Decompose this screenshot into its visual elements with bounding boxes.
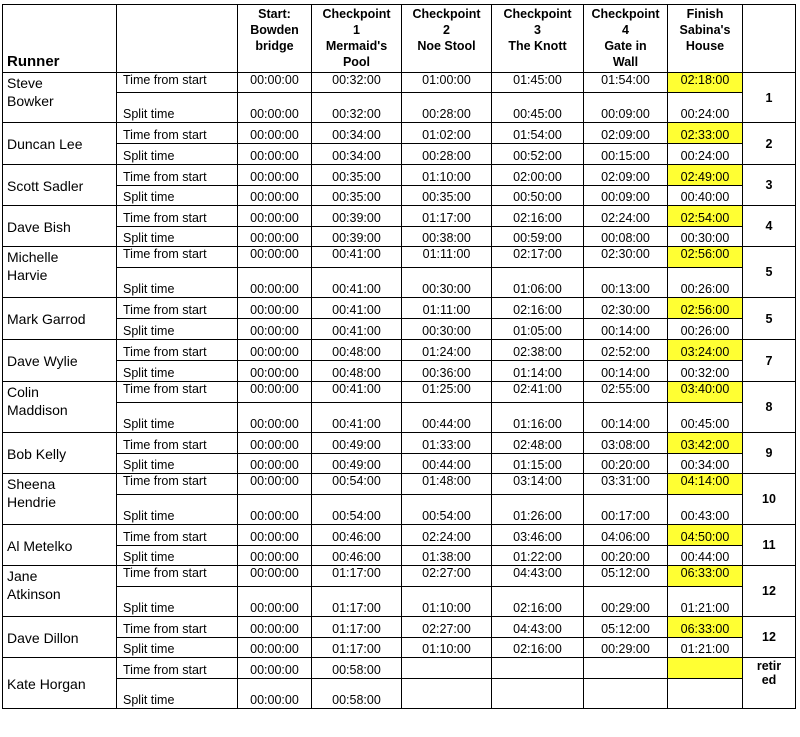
runner-row-time-from-start [3,73,796,93]
checkpoint-2-split-time-cell: 01:10:00 [402,587,492,617]
start-split-time-cell: 00:00:00 [238,546,312,566]
split-time-label: Split time [117,638,238,658]
runner-name: Colin Maddison [3,382,117,433]
checkpoint-3-time-from-start-cell: 03:14:00 [492,474,584,495]
checkpoint-3-time-from-start-cell: 02:48:00 [492,433,584,454]
checkpoint-4-time-from-start-cell: 02:09:00 [584,123,668,144]
time-from-start-label: Time from start [117,566,238,587]
finish-split-time-cell: 00:34:00 [668,454,743,474]
runner-row-split-time [3,403,796,433]
checkpoint-4-split-time-cell: 00:17:00 [584,495,668,525]
start-time-from-start-cell: 00:00:00 [238,474,312,495]
runner-row-time-from-start [3,340,796,361]
runner-row-time-from-start [3,123,796,144]
finish-position: 11 [743,525,796,566]
finish-position: retir ed [743,658,796,709]
checkpoint-4-split-time-cell: 00:20:00 [584,546,668,566]
finish-position: 7 [743,340,796,382]
runner-name: Dave Wylie [3,340,117,382]
runner-row-time-from-start [3,658,796,679]
checkpoint-1-time-from-start-cell: 00:35:00 [312,165,402,186]
checkpoint-1-time-from-start-cell: 00:34:00 [312,123,402,144]
checkpoint-4-split-time-cell: 00:14:00 [584,319,668,340]
runner-row-split-time [3,495,796,525]
checkpoint-1-split-time-cell: 00:48:00 [312,361,402,382]
checkpoint-1-time-from-start-cell: 00:41:00 [312,382,402,403]
split-time-label: Split time [117,495,238,525]
checkpoint-3-split-time-cell: 00:50:00 [492,186,584,206]
runner-row-time-from-start [3,206,796,227]
checkpoint-2-split-time-cell: 00:44:00 [402,454,492,474]
runner-row-time-from-start [3,474,796,495]
checkpoint-4-time-from-start-cell: 02:09:00 [584,165,668,186]
runner-row-split-time [3,186,796,206]
checkpoint-2-time-from-start-cell: 01:11:00 [402,247,492,268]
checkpoint-2-time-from-start-cell: 01:17:00 [402,206,492,227]
checkpoint-4-time-from-start-cell: 03:08:00 [584,433,668,454]
split-time-label: Split time [117,454,238,474]
start-time-from-start-cell: 00:00:00 [238,658,312,679]
checkpoint-2-time-from-start-cell: 01:11:00 [402,298,492,319]
checkpoint-2-split-time-cell: 00:38:00 [402,227,492,247]
time-from-start-label: Time from start [117,123,238,144]
checkpoint-1-time-from-start-cell: 00:32:00 [312,73,402,93]
start-time-from-start-cell: 00:00:00 [238,382,312,403]
runner-name: Dave Dillon [3,617,117,658]
checkpoint-3-time-from-start-cell: 04:43:00 [492,617,584,638]
checkpoint-3-split-time-cell: 01:16:00 [492,403,584,433]
checkpoint-1-split-time-cell: 00:41:00 [312,403,402,433]
race-results-table [2,4,796,709]
split-time-label: Split time [117,679,238,709]
checkpoint-2-split-time-cell: 00:28:00 [402,93,492,123]
finish-split-time-cell: 00:26:00 [668,268,743,298]
finish-time-from-start-cell: 03:42:00 [668,433,743,454]
checkpoint-1-time-from-start-cell: 00:54:00 [312,474,402,495]
finish-split-time-cell: 01:21:00 [668,587,743,617]
start-time-from-start-cell: 00:00:00 [238,617,312,638]
finish-position: 12 [743,566,796,617]
checkpoint-2-time-from-start-cell: 02:27:00 [402,566,492,587]
runner-row-time-from-start [3,382,796,403]
runner-name: Bob Kelly [3,433,117,474]
start-time-from-start-cell: 00:00:00 [238,73,312,93]
checkpoint-4-split-time-cell [584,679,668,709]
checkpoint-4-time-from-start-cell: 04:06:00 [584,525,668,546]
runner-row-split-time [3,638,796,658]
start-time-from-start-cell: 00:00:00 [238,247,312,268]
start-split-time-cell: 00:00:00 [238,268,312,298]
checkpoint-4-column-header: Checkpoint 4 Gate in Wall [584,5,668,73]
checkpoint-4-time-from-start-cell: 02:52:00 [584,340,668,361]
finish-split-time-cell: 00:40:00 [668,186,743,206]
finish-position: 5 [743,298,796,340]
checkpoint-1-time-from-start-cell: 01:17:00 [312,566,402,587]
checkpoint-3-split-time-cell: 02:16:00 [492,638,584,658]
finish-split-time-cell: 00:32:00 [668,361,743,382]
checkpoint-1-split-time-cell: 00:34:00 [312,144,402,165]
checkpoint-1-split-time-cell: 00:41:00 [312,268,402,298]
checkpoint-1-split-time-cell: 00:54:00 [312,495,402,525]
checkpoint-2-split-time-cell: 00:36:00 [402,361,492,382]
checkpoint-4-time-from-start-cell: 05:12:00 [584,566,668,587]
finish-time-from-start-cell: 02:56:00 [668,298,743,319]
runner-name: Michelle Harvie [3,247,117,298]
checkpoint-4-time-from-start-cell: 02:24:00 [584,206,668,227]
finish-time-from-start-cell: 04:50:00 [668,525,743,546]
checkpoint-4-split-time-cell: 00:29:00 [584,638,668,658]
split-time-label: Split time [117,227,238,247]
checkpoint-3-split-time-cell: 01:22:00 [492,546,584,566]
time-from-start-label: Time from start [117,298,238,319]
split-time-label: Split time [117,319,238,340]
runner-row-time-from-start [3,433,796,454]
start-time-from-start-cell: 00:00:00 [238,340,312,361]
checkpoint-2-time-from-start-cell: 01:48:00 [402,474,492,495]
finish-split-time-cell: 00:26:00 [668,319,743,340]
checkpoint-1-split-time-cell: 00:46:00 [312,546,402,566]
checkpoint-2-time-from-start-cell: 01:24:00 [402,340,492,361]
checkpoint-1-time-from-start-cell: 01:17:00 [312,617,402,638]
checkpoint-1-split-time-cell: 01:17:00 [312,638,402,658]
finish-position: 12 [743,617,796,658]
checkpoint-3-time-from-start-cell: 02:16:00 [492,298,584,319]
checkpoint-2-time-from-start-cell: 01:10:00 [402,165,492,186]
results-body [3,73,796,709]
finish-split-time-cell [668,679,743,709]
start-split-time-cell: 00:00:00 [238,679,312,709]
time-from-start-label: Time from start [117,340,238,361]
checkpoint-4-split-time-cell: 00:20:00 [584,454,668,474]
split-time-label: Split time [117,587,238,617]
checkpoint-3-time-from-start-cell: 02:38:00 [492,340,584,361]
runner-name: Al Metelko [3,525,117,566]
checkpoint-3-split-time-cell: 01:06:00 [492,268,584,298]
label-column-header [117,5,238,73]
runner-row-split-time [3,361,796,382]
checkpoint-2-split-time-cell: 01:10:00 [402,638,492,658]
runner-row-time-from-start [3,525,796,546]
finish-time-from-start-cell: 06:33:00 [668,566,743,587]
runner-column-header: Runner [3,5,117,73]
checkpoint-1-time-from-start-cell: 00:39:00 [312,206,402,227]
checkpoint-2-split-time-cell: 00:30:00 [402,268,492,298]
checkpoint-4-split-time-cell: 00:09:00 [584,93,668,123]
runner-row-split-time [3,93,796,123]
checkpoint-3-time-from-start-cell: 02:16:00 [492,206,584,227]
checkpoint-3-split-time-cell: 01:05:00 [492,319,584,340]
checkpoint-3-column-header: Checkpoint 3 The Knott [492,5,584,73]
split-time-label: Split time [117,361,238,382]
checkpoint-4-split-time-cell: 00:14:00 [584,403,668,433]
finish-position: 5 [743,247,796,298]
header-row [3,5,796,73]
checkpoint-1-time-from-start-cell: 00:58:00 [312,658,402,679]
checkpoint-4-split-time-cell: 00:08:00 [584,227,668,247]
runner-name: Sheena Hendrie [3,474,117,525]
runner-name: Steve Bowker [3,73,117,123]
checkpoint-3-time-from-start-cell: 04:43:00 [492,566,584,587]
checkpoint-2-time-from-start-cell: 01:02:00 [402,123,492,144]
runner-row-time-from-start [3,617,796,638]
checkpoint-4-time-from-start-cell: 02:55:00 [584,382,668,403]
start-time-from-start-cell: 00:00:00 [238,566,312,587]
checkpoint-3-time-from-start-cell: 02:00:00 [492,165,584,186]
start-split-time-cell: 00:00:00 [238,319,312,340]
checkpoint-3-split-time-cell: 01:26:00 [492,495,584,525]
checkpoint-1-column-header: Checkpoint 1 Mermaid's Pool [312,5,402,73]
finish-column-header: Finish Sabina's House [668,5,743,73]
finish-position: 4 [743,206,796,247]
checkpoint-3-split-time-cell [492,679,584,709]
finish-time-from-start-cell: 04:14:00 [668,474,743,495]
checkpoint-4-split-time-cell: 00:09:00 [584,186,668,206]
checkpoint-2-split-time-cell: 00:44:00 [402,403,492,433]
finish-time-from-start-cell [668,658,743,679]
split-time-label: Split time [117,93,238,123]
checkpoint-3-time-from-start-cell: 03:46:00 [492,525,584,546]
runner-name: Kate Horgan [3,658,117,709]
split-time-label: Split time [117,268,238,298]
time-from-start-label: Time from start [117,165,238,186]
start-split-time-cell: 00:00:00 [238,638,312,658]
checkpoint-2-time-from-start-cell: 01:33:00 [402,433,492,454]
time-from-start-label: Time from start [117,247,238,268]
start-time-from-start-cell: 00:00:00 [238,433,312,454]
checkpoint-3-split-time-cell: 00:52:00 [492,144,584,165]
finish-split-time-cell: 01:21:00 [668,638,743,658]
checkpoint-4-time-from-start-cell [584,658,668,679]
position-column-header [743,5,796,73]
checkpoint-1-time-from-start-cell: 00:49:00 [312,433,402,454]
runner-row-split-time [3,268,796,298]
finish-split-time-cell: 00:45:00 [668,403,743,433]
checkpoint-4-time-from-start-cell: 01:54:00 [584,73,668,93]
finish-split-time-cell: 00:24:00 [668,144,743,165]
checkpoint-2-time-from-start-cell: 02:27:00 [402,617,492,638]
start-split-time-cell: 00:00:00 [238,93,312,123]
start-split-time-cell: 00:00:00 [238,587,312,617]
runner-row-split-time [3,587,796,617]
runner-name: Jane Atkinson [3,566,117,617]
time-from-start-label: Time from start [117,474,238,495]
finish-time-from-start-cell: 06:33:00 [668,617,743,638]
runner-row-time-from-start [3,165,796,186]
checkpoint-1-time-from-start-cell: 00:46:00 [312,525,402,546]
start-split-time-cell: 00:00:00 [238,495,312,525]
start-time-from-start-cell: 00:00:00 [238,206,312,227]
checkpoint-2-column-header: Checkpoint 2 Noe Stool [402,5,492,73]
time-from-start-label: Time from start [117,433,238,454]
runner-row-split-time [3,679,796,709]
checkpoint-4-time-from-start-cell: 05:12:00 [584,617,668,638]
time-from-start-label: Time from start [117,525,238,546]
checkpoint-4-time-from-start-cell: 02:30:00 [584,247,668,268]
checkpoint-4-split-time-cell: 00:14:00 [584,361,668,382]
checkpoint-3-split-time-cell: 00:59:00 [492,227,584,247]
checkpoint-2-time-from-start-cell: 02:24:00 [402,525,492,546]
checkpoint-2-split-time-cell: 00:30:00 [402,319,492,340]
checkpoint-2-split-time-cell: 00:28:00 [402,144,492,165]
time-from-start-label: Time from start [117,73,238,93]
finish-position: 9 [743,433,796,474]
checkpoint-1-split-time-cell: 00:32:00 [312,93,402,123]
time-from-start-label: Time from start [117,658,238,679]
time-from-start-label: Time from start [117,617,238,638]
split-time-label: Split time [117,546,238,566]
checkpoint-4-time-from-start-cell: 02:30:00 [584,298,668,319]
checkpoint-3-time-from-start-cell [492,658,584,679]
finish-time-from-start-cell: 02:18:00 [668,73,743,93]
checkpoint-1-split-time-cell: 00:58:00 [312,679,402,709]
runner-name: Duncan Lee [3,123,117,165]
runner-row-split-time [3,319,796,340]
start-split-time-cell: 00:00:00 [238,186,312,206]
start-time-from-start-cell: 00:00:00 [238,298,312,319]
checkpoint-2-time-from-start-cell: 01:25:00 [402,382,492,403]
start-split-time-cell: 00:00:00 [238,454,312,474]
runner-row-time-from-start [3,566,796,587]
start-split-time-cell: 00:00:00 [238,144,312,165]
checkpoint-1-split-time-cell: 00:41:00 [312,319,402,340]
checkpoint-1-split-time-cell: 00:35:00 [312,186,402,206]
start-time-from-start-cell: 00:00:00 [238,525,312,546]
split-time-label: Split time [117,403,238,433]
start-split-time-cell: 00:00:00 [238,227,312,247]
start-time-from-start-cell: 00:00:00 [238,165,312,186]
runner-row-split-time [3,454,796,474]
finish-time-from-start-cell: 02:49:00 [668,165,743,186]
checkpoint-1-time-from-start-cell: 00:41:00 [312,298,402,319]
checkpoint-1-split-time-cell: 00:49:00 [312,454,402,474]
checkpoint-3-time-from-start-cell: 01:54:00 [492,123,584,144]
finish-split-time-cell: 00:43:00 [668,495,743,525]
checkpoint-3-split-time-cell: 01:14:00 [492,361,584,382]
checkpoint-4-split-time-cell: 00:15:00 [584,144,668,165]
finish-time-from-start-cell: 02:56:00 [668,247,743,268]
runner-row-split-time [3,227,796,247]
start-time-from-start-cell: 00:00:00 [238,123,312,144]
finish-split-time-cell: 00:44:00 [668,546,743,566]
finish-position: 2 [743,123,796,165]
checkpoint-2-split-time-cell: 00:35:00 [402,186,492,206]
finish-position: 8 [743,382,796,433]
checkpoint-2-split-time-cell: 01:38:00 [402,546,492,566]
checkpoint-1-split-time-cell: 00:39:00 [312,227,402,247]
finish-time-from-start-cell: 03:24:00 [668,340,743,361]
split-time-label: Split time [117,186,238,206]
checkpoint-2-time-from-start-cell: 01:00:00 [402,73,492,93]
finish-time-from-start-cell: 03:40:00 [668,382,743,403]
time-from-start-label: Time from start [117,206,238,227]
time-from-start-label: Time from start [117,382,238,403]
runner-name: Dave Bish [3,206,117,247]
checkpoint-1-time-from-start-cell: 00:41:00 [312,247,402,268]
checkpoint-3-split-time-cell: 00:45:00 [492,93,584,123]
checkpoint-1-split-time-cell: 01:17:00 [312,587,402,617]
start-column-header: Start: Bowden bridge [238,5,312,73]
checkpoint-4-split-time-cell: 00:29:00 [584,587,668,617]
runner-row-split-time [3,144,796,165]
checkpoint-2-time-from-start-cell [402,658,492,679]
runner-row-split-time [3,546,796,566]
start-split-time-cell: 00:00:00 [238,361,312,382]
checkpoint-1-time-from-start-cell: 00:48:00 [312,340,402,361]
split-time-label: Split time [117,144,238,165]
checkpoint-2-split-time-cell [402,679,492,709]
finish-time-from-start-cell: 02:33:00 [668,123,743,144]
start-split-time-cell: 00:00:00 [238,403,312,433]
runner-name: Mark Garrod [3,298,117,340]
runner-name: Scott Sadler [3,165,117,206]
checkpoint-2-split-time-cell: 00:54:00 [402,495,492,525]
checkpoint-4-split-time-cell: 00:13:00 [584,268,668,298]
checkpoint-3-split-time-cell: 02:16:00 [492,587,584,617]
checkpoint-3-time-from-start-cell: 01:45:00 [492,73,584,93]
checkpoint-3-split-time-cell: 01:15:00 [492,454,584,474]
finish-time-from-start-cell: 02:54:00 [668,206,743,227]
runner-row-time-from-start [3,247,796,268]
finish-position: 3 [743,165,796,206]
checkpoint-4-time-from-start-cell: 03:31:00 [584,474,668,495]
runner-row-time-from-start [3,298,796,319]
finish-split-time-cell: 00:30:00 [668,227,743,247]
finish-position: 1 [743,73,796,123]
finish-position: 10 [743,474,796,525]
finish-split-time-cell: 00:24:00 [668,93,743,123]
checkpoint-3-time-from-start-cell: 02:17:00 [492,247,584,268]
checkpoint-3-time-from-start-cell: 02:41:00 [492,382,584,403]
